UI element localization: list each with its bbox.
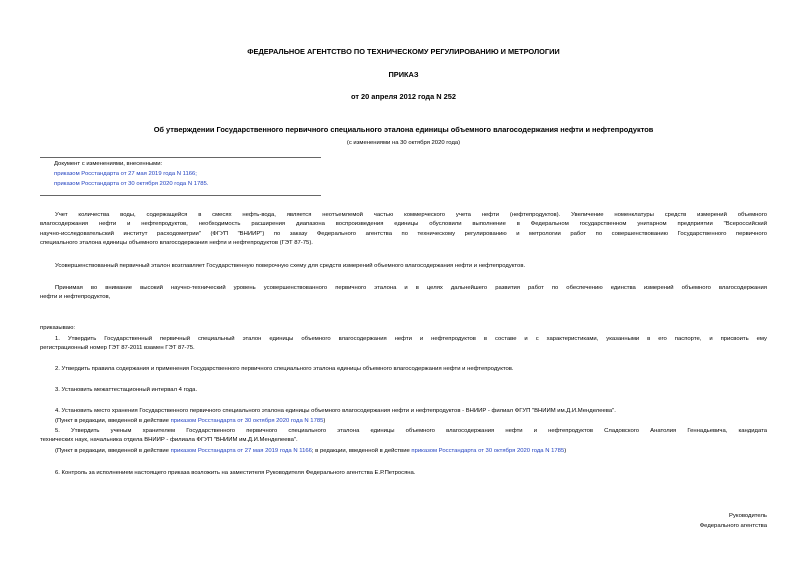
item-1-line: 1. Утвердить Государственный первичный специальный эталон единицы объемного влагосодержания нефти и нефтепродуктов в составе и с характеристиками, указанными в его паспорте, и присвоить ему [55,336,767,342]
signature-position: Руководитель [729,513,767,519]
amendment-link-1[interactable] [54,170,197,179]
order-title: Об утверждении Государственного первичного специального эталона единицы объемного влагосодержания нефти и нефтепродуктов [153,125,654,134]
changes-note: (с изменениями на 30 октября 2020 года) [346,140,461,146]
item-5-note: (Пункт в редакции, введенной в действие приказом Росстандарта от 27 мая 2019 года N 1166; в редакции, введенной в действие приказом Росстандарта от 30 октября 2020 года N 1785) [55,448,567,454]
item-6: 6. Контроль за исполнением настоящего приказа возложить на заместителя Руководителя Федерального агентства Е.Р.Петросяна. [55,470,416,476]
item-5-line: 5. Утвердить ученым хранителем Государственного первичного специального эталона единицы объемного влагосодержания нефти и нефтепродуктов Сладовского Анатолия Геннадьевича, кандидата [55,428,767,434]
item-5-line: технических наук, начальника отдела ВНИИР - филиала ФГУП "ВНИИМ им.Д.И.Менделеева". [40,437,298,444]
amendments-bottom-divider [40,195,321,196]
paragraph-1 [40,211,767,248]
paragraph-3 [40,284,767,303]
amendments-intro: Документ с изменениями, внесенными: [54,161,163,167]
item-3: 3. Установить межаттестационный интервал 4 года. [55,387,198,393]
doc-type-heading: ПРИКАЗ [388,70,419,79]
item-5 [40,427,767,446]
paragraph-1-line: научно-исследовательский институт расходометрии" (ФГУП "ВНИИР") по заказу Федерального агентства по техническому регулированию и метрологии работ по совершенствованию Государственного первичного [40,230,767,237]
item-5-note-link-2[interactable]: приказом Росстандарта от 30 октября 2020 года N 1785 [411,448,565,454]
paragraph-2: Усовершенствованный первичный эталон возглавляет Государственную поверочную схему для средств измерений объемного влагосодержания нефти и нефтепродуктов. [55,263,526,269]
order-word: приказываю: [40,325,76,331]
paragraph-1-line: влагосодержания нефти и нефтепродуктов, необходимость расширения диапазона воспроизведения единицы обусловили выполнение в Федеральном государственном унитарном предприятии "Всероссийский [40,221,767,228]
amendments-top-divider [40,157,321,158]
item-4-note: (Пункт в редакции, введенной в действие приказом Росстандарта от 30 октября 2020 года N 1785) [55,418,326,424]
amendment-link-1-text[interactable]: приказом Росстандарта от 27 мая 2019 года N 1166; [54,171,197,177]
item-2: 2. Утвердить правила содержания и применения Государственного первичного специального эталона единицы объемного влагосодержания нефти и нефтепродуктов. [55,366,514,372]
amendment-link-2[interactable] [54,180,208,189]
item-1-line: регистрационный номер ГЭТ 87-2011 взамен ГЭТ 87-75. [40,345,195,352]
amendment-link-2-text[interactable]: приказом Росстандарта от 30 октября 2020 года N 1785. [54,181,209,187]
item-1 [40,335,767,354]
item-5-note-link-1[interactable]: приказом Росстандарта от 27 мая 2019 года N 1166 [170,448,312,454]
paragraph-1-line: Учет количества воды, содержащейся в смесях нефть-вода, является неотъемлемой частью коммерческого учета нефти (нефтепродуктов). Увеличение номенклатуры средств измерений объемного [55,212,767,218]
paragraph-3-line: нефти и нефтепродуктов, [40,294,111,301]
signature-agency: Федерального агентства [699,523,767,529]
paragraph-1-line: специального эталона единицы объемного влагосодержания нефти и нефтепродуктов (ГЭТ 87-75). [40,239,313,246]
item-4-note-link[interactable]: приказом Росстандарта от 30 октября 2020 года N 1785 [170,418,324,424]
agency-heading: ФЕДЕРАЛЬНОЕ АГЕНТСТВО ПО ТЕХНИЧЕСКОМУ РЕГУЛИРОВАНИЮ И МЕТРОЛОГИИ [247,47,560,56]
item-4: 4. Установить место хранения Государственного первичного специального эталона единицы объемного влагосодержания нефти и нефтепродуктов - ВНИИР - филиал ФГУП "ВНИИМ им.Д.И.Менделеева". [55,408,616,414]
order-date: от 20 апреля 2012 года N 252 [350,92,456,101]
paragraph-3-line: Принимая во внимание высокий научно-технический уровень усовершенствованного первичного эталона и в целях дальнейшего развития работ по обеспечению единства измерений объемного влагосодержания [55,285,767,291]
